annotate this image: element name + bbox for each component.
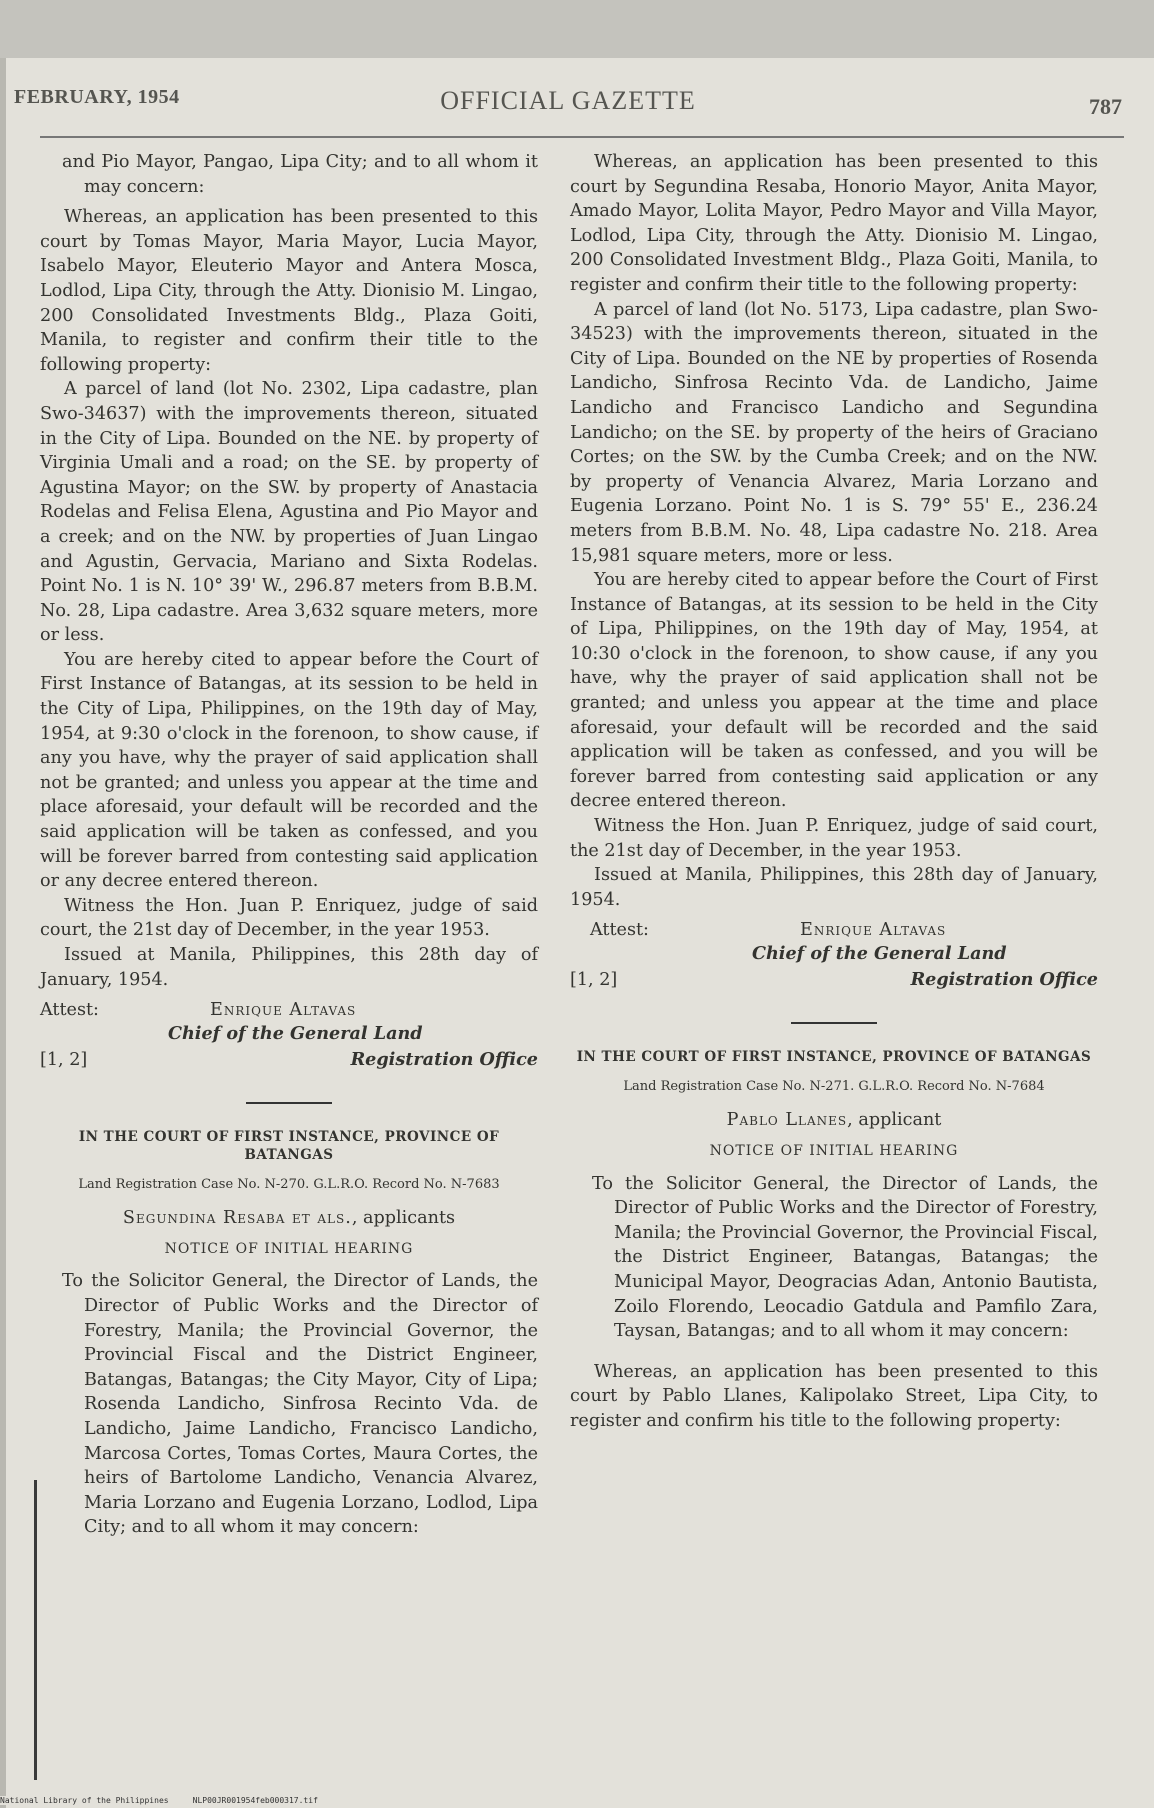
left-paragraph: Witness the Hon. Juan P. Enriquez, judge of said court, the 21st day of December, in the year 1953. <box>40 895 538 941</box>
left-paragraph: Issued at Manila, Philippines, this 28th day of January, 1954. <box>40 945 538 990</box>
scan-top-margin <box>0 0 1154 58</box>
page-header <box>14 86 1122 122</box>
reference-marker: [1, 2] <box>570 970 618 991</box>
scan-footer: National Library of the Philippines NLP00JR001954feb000317.tif <box>0 1796 318 1805</box>
case-number-line: Land Registration Case No. N-271. G.L.R.O. Record No. N-7684 <box>623 1079 1045 1095</box>
right-signature-block <box>570 918 1098 994</box>
left-signature-block <box>40 998 538 1074</box>
signer-title-line1: Chief of the General Land <box>752 943 1007 965</box>
applicant-name: Pablo Llanes <box>726 1110 848 1131</box>
right-paragraph: Whereas, an application has been presented to this court by Segundina Resaba, Honorio Mayor, Anita Mayor, Amado Mayor, Lolita Mayor, Pedro Mayor and Villa Mayor, Lodlod, Lipa City, through the Atty. Dionisio M. Lingao, 200 Consolidated Investment Bldg., Plaza Goiti, Manila, to register and confirm their title to the following property: <box>570 152 1098 295</box>
left-paragraph: Whereas, an application has been presented to this court by Tomas Mayor, Maria Mayor, Lucia Mayor, Isabelo Mayor, Eleuterio Mayor and Antera Mosca, Lodlod, Lipa City, through the Atty. Dionisio M. Lingao, 200 Consolidated Investments Bldg., Plaza Goiti, Manila, to register and confirm their title to the following property: <box>40 207 538 375</box>
case-number-line: Land Registration Case No. N-270. G.L.R.O. Record No. N-7683 <box>78 1177 500 1193</box>
right-paragraph: Whereas, an application has been presented to this court by Pablo Llanes, Kalipolako Street, Lipa City, to register and confirm his title to the following property: <box>570 1361 1098 1431</box>
left-paragraph: You are hereby cited to appear before the Court of First Instance of Batangas, at its session to be held in the City of Lipa, Philippines, on the 19th day of May, 1954, at 9:30 o'clock in the forenoon, to show cause, if any you have, why the prayer of said application shall not be granted; and unless you appear at the time and place aforesaid, your default will be recorded and the said application will be taken as confessed, and you will be forever barred from contesting said application or any decree entered thereon. <box>40 649 538 892</box>
binding-shadow <box>34 1480 37 1780</box>
applicant-role: , applicants <box>351 1208 456 1229</box>
section-divider <box>246 1102 332 1104</box>
header-title: OFFICIAL GAZETTE <box>440 86 696 115</box>
addressee-paragraph: To the Solicitor General, the Director of Lands, the Director of Public Works and the Director of Forestry, Manila; the Provincial Governor, the Provincial Fiscal, the District Engineer, Batangas, Batangas; the Municipal Mayor, Deogracias Adan, Antonio Bautista, Zoilo Florendo, Leocadio Gatdula and Pamfilo Zara, Taysan, Batangas; and to all whom it may concern: <box>592 1173 1098 1342</box>
left-paragraph: and Pio Mayor, Pangao, Lipa City; and to all whom it may concern: <box>62 152 538 197</box>
addressee-paragraph: To the Solicitor General, the Director of Lands, the Director of Public Works and the Director of Forestry, Manila; the Provincial Governor, the Provincial Fiscal and the District Engineer, Batangas, Batangas; the City Mayor, City of Lipa; Rosenda Landicho, Sinfrosa Recinto Vda. de Landicho, Jaime Landicho, Francisco Landicho, Marcosa Cortes, Tomas Cortes, Maura Cortes, the heirs of Bartolome Landicho, Venancia Alvarez, Maria Lorzano and Eugenia Lorzano, Lodlod, Lipa City; and to all whom it may concern: <box>62 1271 538 1538</box>
header-date: FEBRUARY, 1954 <box>14 86 180 108</box>
attest-label: Attest: <box>40 1000 99 1021</box>
signer-title-line2: Registration Office <box>350 1049 538 1071</box>
page-number: 787 <box>1089 94 1122 119</box>
notice-heading: NOTICE OF INITIAL HEARING <box>164 1240 414 1257</box>
court-caption: IN THE COURT OF FIRST INSTANCE, PROVINCE OF BATANGAS <box>78 1129 500 1164</box>
signer-name: Enrique Altavas <box>210 1000 357 1021</box>
applicant-line <box>570 1108 1098 1133</box>
right-column <box>570 150 1098 1434</box>
header-rule <box>40 136 1124 138</box>
signer-title-line2: Registration Office <box>910 969 1098 991</box>
right-paragraph: You are hereby cited to appear before the Court of First Instance of Batangas, at its session to be held in the City of Lipa, Philippines, on the 19th day of May, 1954, at 10:30 o'clock in the forenoon, to show cause, if any you have, why the prayer of said application shall not be granted; and unless you appear at the time and place aforesaid, your default will be recorded and the said application will be taken as confessed, and you will be forever barred from contesting said application or any decree entered thereon. <box>570 570 1098 812</box>
attest-label: Attest: <box>590 920 649 941</box>
applicant-line <box>40 1206 538 1231</box>
right-paragraph: Issued at Manila, Philippines, this 28th day of January, 1954. <box>570 865 1098 910</box>
applicant-name: Segundina Resaba et als. <box>122 1208 352 1229</box>
signer-title-line1: Chief of the General Land <box>168 1023 423 1045</box>
right-paragraph: A parcel of land (lot No. 5173, Lipa cadastre, plan Swo-34523) with the improvements thereon, situated in the City of Lipa. Bounded on the NE by properties of Rosenda Landicho, Sinfrosa Recinto Vda. de Landicho, Jaime Landicho and Francisco Landicho and Segundina Landicho; on the SE. by property of the heirs of Graciano Cortes; on the SW. by the Cumba Creek; and on the NW. by property of Venancia Alvarez, Maria Lorzano and Eugenia Lorzano. Point No. 1 is S. 79° 55' E., 236.24 meters from B.B.M. No. 48, Lipa cadastre No. 218. Area 15,981 square meters, more or less. <box>570 299 1098 566</box>
signer-name: Enrique Altavas <box>800 920 947 941</box>
applicant-role: , applicant <box>847 1110 942 1131</box>
court-caption: IN THE COURT OF FIRST INSTANCE, PROVINCE OF BATANGAS <box>576 1049 1092 1066</box>
right-paragraph: Witness the Hon. Juan P. Enriquez, judge of said court, the 21st day of December, in the year 1953. <box>570 816 1098 861</box>
left-paragraph: A parcel of land (lot No. 2302, Lipa cadastre, plan Swo-34637) with the improvements thereon, situated in the City of Lipa. Bounded on the NE. by property of Virginia Umali and a road; on the SE. by property of Agustina Mayor; on the SW. by property of Anastacia Rodelas and Felisa Elena, Agustina and Pio Mayor and a creek; and on the NW. by properties of Juan Lingao and Agustin, Gervacia, Mariano and Sixta Rodelas. Point No. 1 is N. 10° 39' W., 296.87 meters from B.B.M. No. 28, Lipa cadastre. Area 3,632 square meters, more or less. <box>40 379 538 646</box>
left-column <box>40 150 538 1540</box>
section-divider <box>791 1022 877 1024</box>
reference-marker: [1, 2] <box>40 1050 88 1071</box>
notice-heading: NOTICE OF INITIAL HEARING <box>709 1143 959 1159</box>
